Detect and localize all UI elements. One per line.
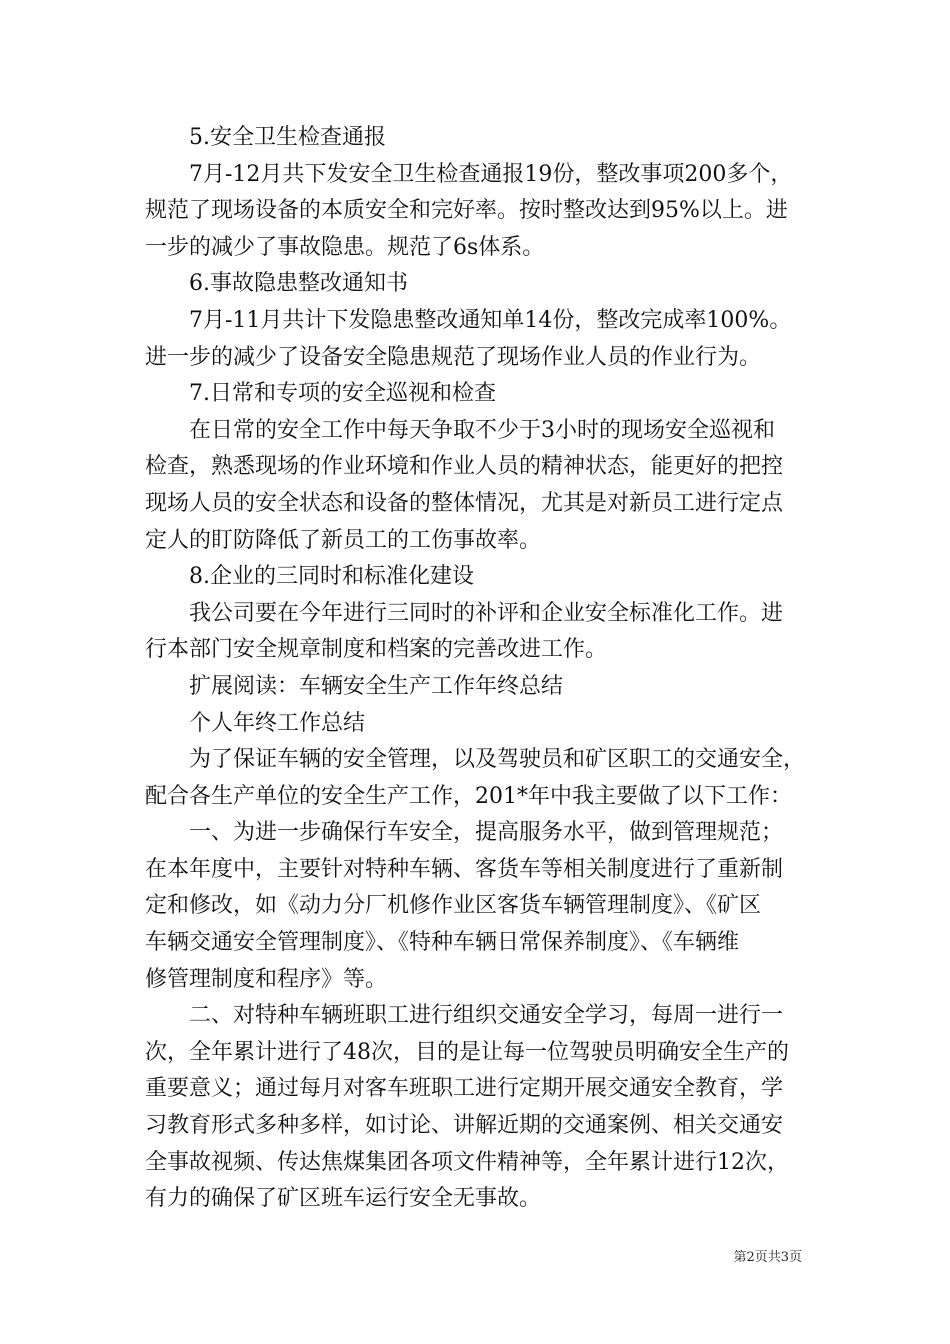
text-line: 6.事故隐患整改通知书: [145, 271, 408, 297]
text-line: 车辆交通安全管理制度》、《特种车辆日常保养制度》、《车辆维: [145, 930, 740, 956]
text-line: 重要意义；通过每月对客车班职工进行定期开展交通安全教育，学: [145, 1076, 784, 1102]
text-line: 次，全年累计进行了48次，目的是让每一位驾驶员明确安全生产的: [145, 1039, 789, 1065]
text-line: 二、对特种车辆班职工进行组织交通安全学习，每周一进行一: [145, 1003, 784, 1029]
text-line: 进一步的减少了设备安全隐患规范了现场作业人员的作业行为。: [145, 344, 762, 370]
text-line: 我公司要在今年进行三同时的补评和企业安全标准化工作。进: [145, 600, 784, 626]
text-line: 在本年度中，主要针对特种车辆、客货车等相关制度进行了重新制: [145, 856, 784, 882]
text-line: 一、为进一步确保行车安全，提高服务水平，做到管理规范；: [145, 820, 784, 846]
text-line: 配合各生产单位的安全生产工作，201*年中我主要做了以下工作：: [145, 783, 792, 809]
body-text: [145, 120, 810, 1218]
text-line: 8.企业的三同时和标准化建设: [145, 564, 474, 590]
text-line: 规范了现场设备的本质安全和完好率。按时整改达到95%以上。进: [145, 198, 788, 224]
text-line: 7月-11月共计下发隐患整改通知单14份，整改完成率100%。: [145, 307, 792, 333]
text-line: 在日常的安全工作中每天争取不少于3小时的现场安全巡视和: [145, 417, 775, 443]
page-number: 第2页共3页: [733, 1250, 802, 1265]
text-line: 5.安全卫生检查通报: [145, 125, 386, 150]
text-line: 检查，熟悉现场的作业环境和作业人员的精神状态，能更好的把控: [145, 454, 784, 480]
text-line: 全事故视频、传达焦煤集团各项文件精神等，全年累计进行12次，: [145, 1149, 789, 1175]
text-line: 修管理制度和程序》等。: [145, 966, 388, 992]
text-line: 7.日常和专项的安全巡视和检查: [145, 381, 496, 407]
text-line: 有力的确保了矿区班车运行安全无事故。: [145, 1186, 542, 1212]
text-line: 为了保证车辆的安全管理，以及驾驶员和矿区职工的交通安全，: [145, 747, 806, 773]
text-line: 个人年终工作总结: [145, 710, 366, 736]
text-line: 一步的减少了事故隐患。规范了6s体系。: [145, 234, 545, 260]
text-line: 习教育形式多种多样，如讨论、讲解近期的交通案例、相关交通安: [145, 1113, 784, 1139]
text-line: 扩展阅读：车辆安全生产工作年终总结: [145, 673, 564, 699]
text-line: 定和修改，如《动力分厂机修作业区客货车辆管理制度》、《矿区: [145, 893, 762, 919]
text-line: 现场人员的安全状态和设备的整体情况，尤其是对新员工进行定点: [145, 490, 784, 516]
text-line: 定人的盯防降低了新员工的工伤事故率。: [145, 527, 542, 553]
text-line: 行本部门安全规章制度和档案的完善改进工作。: [145, 637, 608, 663]
text-line: 7月-12月共下发安全卫生检查通报19份，整改事项200多个，: [145, 161, 793, 187]
